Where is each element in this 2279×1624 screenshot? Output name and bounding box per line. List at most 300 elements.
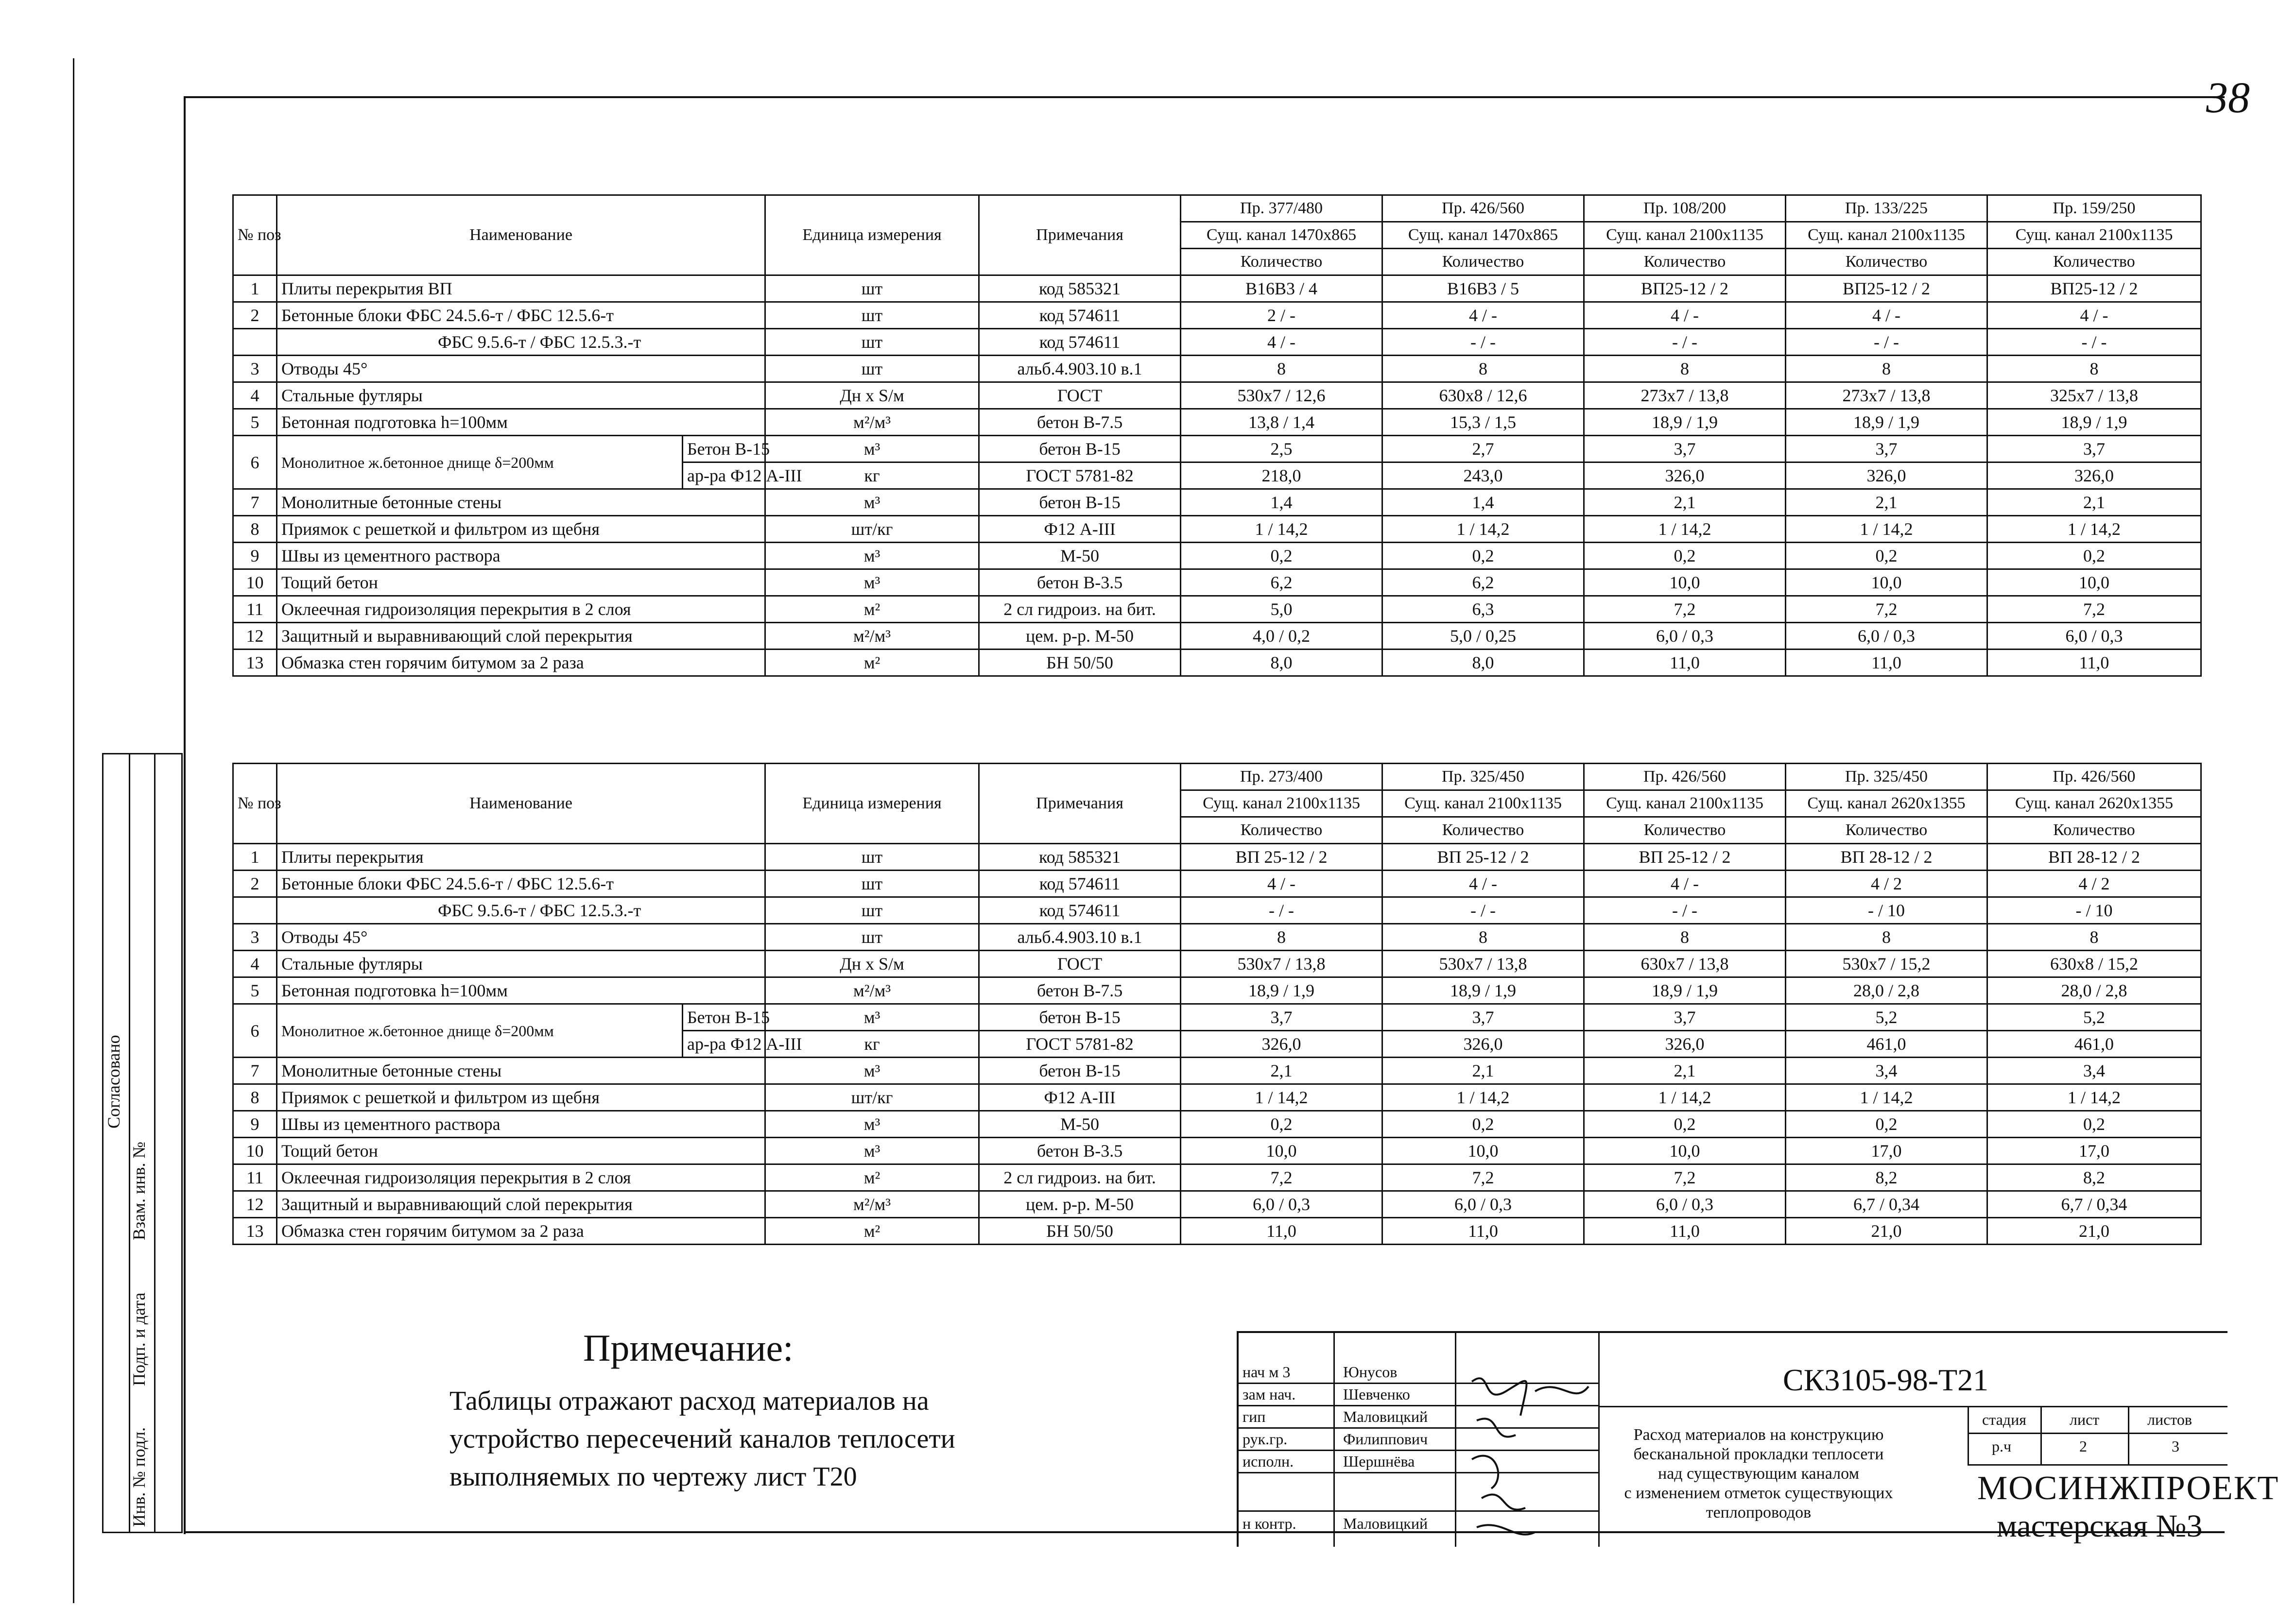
quantity-cell: 18,9 / 1,9: [1786, 409, 1987, 436]
row-position: 1: [233, 844, 277, 871]
quantity-cell: 5,2: [1786, 1004, 1987, 1031]
quantity-cell: 273х7 / 13,8: [1584, 382, 1786, 409]
table-row: [233, 489, 2201, 516]
table-row: [233, 871, 2201, 897]
row-name: ФБС 9.5.6-т / ФБС 12.5.3.-т: [277, 329, 765, 356]
row-name: Монолитное ж.бетонное днище δ=200мм: [277, 1004, 683, 1058]
quantity-cell: - / 10: [1987, 897, 2201, 924]
quantity-cell: ВП 25-12 / 2: [1584, 844, 1786, 871]
column-header: Количество: [1181, 817, 1382, 844]
row-position: 4: [233, 951, 277, 977]
quantity-cell: 17,0: [1987, 1138, 2201, 1164]
row-note: код 585321: [979, 844, 1181, 871]
row-position: 11: [233, 596, 277, 623]
row-note: ГОСТ: [979, 951, 1181, 977]
quantity-cell: 0,2: [1786, 543, 1987, 569]
quantity-cell: 3,4: [1786, 1058, 1987, 1084]
quantity-cell: 0,2: [1382, 543, 1584, 569]
row-name: Бетонная подготовка h=100мм: [277, 977, 765, 1004]
title-block-row: исполн. Шершнёва: [1239, 1450, 1598, 1473]
quantity-cell: 18,9 / 1,9: [1181, 977, 1382, 1004]
table-row: [233, 650, 2201, 676]
row-position: 1: [233, 275, 277, 302]
row-position: 2: [233, 871, 277, 897]
row-name: Стальные футляры: [277, 382, 765, 409]
column-header: Пр. 325/450: [1382, 764, 1584, 790]
quantity-cell: - / 10: [1786, 897, 1987, 924]
quantity-cell: 6,7 / 0,34: [1987, 1191, 2201, 1218]
row-name: Оклеечная гидроизоляция перекрытия в 2 слоя: [277, 596, 765, 623]
quantity-cell: 2,7: [1382, 436, 1584, 462]
column-header: Пр. 133/225: [1786, 195, 1987, 222]
table-row: [233, 356, 2201, 382]
quantity-cell: 530х7 / 13,8: [1382, 951, 1584, 977]
row-unit: шт: [765, 302, 979, 329]
row-position: 10: [233, 569, 277, 596]
side-strip-divider: [154, 754, 155, 1532]
materials-table-2: [232, 763, 2202, 1245]
quantity-cell: 6,2: [1181, 569, 1382, 596]
quantity-cell: 6,7 / 0,34: [1786, 1191, 1987, 1218]
quantity-cell: 3,7: [1786, 436, 1987, 462]
note-line: устройство пересечений каналов теплосети: [449, 1424, 955, 1454]
row-position: 11: [233, 1164, 277, 1191]
quantity-cell: 4 / -: [1584, 302, 1786, 329]
header-name: Наименование: [277, 195, 765, 275]
row-note: код 574611: [979, 897, 1181, 924]
row-note: бетон В-3.5: [979, 569, 1181, 596]
title-block-row: рук.гр. Филиппович: [1239, 1427, 1598, 1451]
row-name: Швы из цементного раствора: [277, 1111, 765, 1138]
quantity-cell: 6,0 / 0,3: [1181, 1191, 1382, 1218]
row-unit: м²/м³: [765, 977, 979, 1004]
title-block: [1237, 1331, 2279, 1547]
row-name: Защитный и выравнивающий слой перекрытия: [277, 1191, 765, 1218]
quantity-cell: 461,0: [1987, 1031, 2201, 1058]
quantity-cell: 0,2: [1786, 1111, 1987, 1138]
quantity-cell: 2,1: [1382, 1058, 1584, 1084]
quantity-cell: 1 / 14,2: [1987, 1084, 2201, 1111]
row-position: 3: [233, 356, 277, 382]
quantity-cell: 4 / 2: [1987, 871, 2201, 897]
column-header: Сущ. канал 2100х1135: [1786, 222, 1987, 249]
row-name: Отводы 45°: [277, 924, 765, 951]
stage-value: р.ч: [1992, 1437, 2012, 1455]
side-label-signature-date: Подп. и дата: [129, 1292, 149, 1386]
quantity-cell: 8: [1584, 924, 1786, 951]
row-unit: м³: [765, 1058, 979, 1084]
table-row: [233, 623, 2201, 650]
row-note: 2 сл гидроиз. на бит.: [979, 596, 1181, 623]
quantity-cell: 461,0: [1786, 1031, 1987, 1058]
column-header: Количество: [1181, 249, 1382, 275]
quantity-cell: 8: [1987, 356, 2201, 382]
quantity-cell: 4 / -: [1382, 302, 1584, 329]
quantity-cell: 1,4: [1181, 489, 1382, 516]
column-header: Сущ. канал 1470х865: [1382, 222, 1584, 249]
materials-table-1: [232, 194, 2202, 677]
quantity-cell: 4 / -: [1382, 871, 1584, 897]
table-row: [233, 977, 2201, 1004]
title-block-divider: [1968, 1406, 1969, 1464]
quantity-cell: 326,0: [1181, 1031, 1382, 1058]
row-name: Обмазка стен горячим битумом за 2 раза: [277, 1218, 765, 1245]
row-name: Бетонные блоки ФБС 24.5.6-т / ФБС 12.5.6-т: [277, 871, 765, 897]
row-unit: м²/м³: [765, 623, 979, 650]
quantity-cell: 3,4: [1987, 1058, 2201, 1084]
side-label-replaced-inv: Взам. инв. №: [129, 1142, 149, 1240]
document-description: Расход материалов на конструкцию бесканальной прокладки теплосети над существующим каналом с изменением отметок существующих теплопроводов: [1624, 1426, 1893, 1521]
row-note: М-50: [979, 543, 1181, 569]
row-position: 2: [233, 302, 277, 329]
quantity-cell: - / -: [1181, 897, 1382, 924]
header-row: [233, 195, 2201, 222]
column-header: Сущ. канал 2100х1135: [1584, 222, 1786, 249]
table-row: [233, 516, 2201, 543]
quantity-cell: 3,7: [1584, 1004, 1786, 1031]
column-header: Количество: [1987, 249, 2201, 275]
row-position: 13: [233, 650, 277, 676]
note-line: выполняемых по чертежу лист Т20: [449, 1462, 857, 1492]
quantity-cell: 10,0: [1786, 569, 1987, 596]
row-position: 5: [233, 409, 277, 436]
row-note: бетон В-15: [979, 1004, 1181, 1031]
row-unit: шт: [765, 897, 979, 924]
quantity-cell: 10,0: [1181, 1138, 1382, 1164]
quantity-cell: 1 / 14,2: [1584, 516, 1786, 543]
quantity-cell: 28,0 / 2,8: [1786, 977, 1987, 1004]
table-row: [233, 951, 2201, 977]
row-position: 13: [233, 1218, 277, 1245]
row-unit: м²: [765, 1218, 979, 1245]
row-position: 8: [233, 1084, 277, 1111]
quantity-cell: В16В3 / 5: [1382, 275, 1584, 302]
quantity-cell: ВП 25-12 / 2: [1181, 844, 1382, 871]
title-block-hline: [1598, 1406, 2227, 1407]
quantity-cell: 0,2: [1382, 1111, 1584, 1138]
organization-name: МОСИНЖПРОЕКТ: [1977, 1470, 2279, 1507]
row-name: Приямок с решеткой и фильтром из щебня: [277, 516, 765, 543]
quantity-cell: 1,4: [1382, 489, 1584, 516]
row-unit: м³: [765, 1111, 979, 1138]
row-position: 8: [233, 516, 277, 543]
row-position: [233, 897, 277, 924]
column-header: Сущ. канал 2100х1135: [1181, 790, 1382, 817]
row-unit: м²/м³: [765, 1191, 979, 1218]
row-note: бетон В-7.5: [979, 977, 1181, 1004]
header-position: № поз: [233, 195, 277, 275]
column-header: Сущ. канал 1470х865: [1181, 222, 1382, 249]
quantity-cell: ВП25-12 / 2: [1786, 275, 1987, 302]
row-unit: шт/кг: [765, 1084, 979, 1111]
column-header: Количество: [1786, 249, 1987, 275]
row-position: 7: [233, 1058, 277, 1084]
note-title: Примечание:: [583, 1327, 794, 1369]
row-position: 12: [233, 623, 277, 650]
quantity-cell: 11,0: [1181, 1218, 1382, 1245]
quantity-cell: 6,3: [1382, 596, 1584, 623]
column-header: Сущ. канал 2100х1135: [1382, 790, 1584, 817]
row-position: 6: [233, 1004, 277, 1058]
quantity-cell: 18,9 / 1,9: [1987, 409, 2201, 436]
table-row: [233, 897, 2201, 924]
row-note: БН 50/50: [979, 650, 1181, 676]
row-name: Монолитные бетонные стены: [277, 1058, 765, 1084]
title-block-row: гип Маловицкий: [1239, 1405, 1598, 1429]
row-note: ГОСТ 5781-82: [979, 462, 1181, 489]
quantity-cell: 10,0: [1382, 1138, 1584, 1164]
quantity-cell: 13,8 / 1,4: [1181, 409, 1382, 436]
quantity-cell: 18,9 / 1,9: [1584, 977, 1786, 1004]
row-name: Стальные футляры: [277, 951, 765, 977]
quantity-cell: 3,7: [1181, 1004, 1382, 1031]
table-row: [233, 436, 2201, 462]
row-note: бетон В-15: [979, 1058, 1181, 1084]
row-name: Защитный и выравнивающий слой перекрытия: [277, 623, 765, 650]
note-body: [449, 1382, 1052, 1496]
quantity-cell: 8: [1382, 356, 1584, 382]
quantity-cell: 1 / 14,2: [1786, 516, 1987, 543]
row-position: 9: [233, 543, 277, 569]
quantity-cell: 630х7 / 13,8: [1584, 951, 1786, 977]
binding-margin-line: [73, 58, 74, 1603]
table-row: [233, 1191, 2201, 1218]
quantity-cell: 8: [1584, 356, 1786, 382]
row-note: Ф12 А-III: [979, 1084, 1181, 1111]
quantity-cell: 326,0: [1987, 462, 2201, 489]
title-block-row: нач м 3 Юнусов: [1239, 1360, 1598, 1384]
header-name: Наименование: [277, 764, 765, 844]
quantity-cell: ВП25-12 / 2: [1584, 275, 1786, 302]
side-label-approved: Согласовано: [104, 1035, 123, 1128]
row-note: код 574611: [979, 302, 1181, 329]
quantity-cell: 0,2: [1181, 1111, 1382, 1138]
row-unit: шт: [765, 329, 979, 356]
row-note: бетон В-7.5: [979, 409, 1181, 436]
table-row: [233, 409, 2201, 436]
title-block-hline: [1968, 1464, 2227, 1466]
quantity-cell: 1 / 14,2: [1382, 516, 1584, 543]
quantity-cell: 2,1: [1987, 489, 2201, 516]
workshop-name: мастерская №3: [1997, 1508, 2203, 1544]
row-note: альб.4.903.10 в.1: [979, 356, 1181, 382]
row-subname: Бетон В-15: [683, 1004, 765, 1031]
quantity-cell: - / -: [1786, 329, 1987, 356]
header-position: № поз: [233, 764, 277, 844]
table-row: [233, 569, 2201, 596]
row-subname: ар-ра Ф12 А-III: [683, 1031, 765, 1058]
row-note: бетон В-15: [979, 489, 1181, 516]
header-row: [233, 764, 2201, 790]
quantity-cell: 326,0: [1584, 1031, 1786, 1058]
quantity-cell: 4 / -: [1987, 302, 2201, 329]
quantity-cell: 4 / -: [1584, 871, 1786, 897]
row-unit: м³: [765, 489, 979, 516]
row-note: ГОСТ 5781-82: [979, 1031, 1181, 1058]
quantity-cell: 326,0: [1584, 462, 1786, 489]
row-unit: м²: [765, 1164, 979, 1191]
quantity-cell: 243,0: [1382, 462, 1584, 489]
quantity-cell: 10,0: [1584, 569, 1786, 596]
sheet-value: 2: [2079, 1437, 2087, 1455]
row-position: [233, 329, 277, 356]
quantity-cell: ВП 28-12 / 2: [1786, 844, 1987, 871]
column-header: Пр. 325/450: [1786, 764, 1987, 790]
quantity-cell: 15,3 / 1,5: [1382, 409, 1584, 436]
quantity-cell: 1 / 14,2: [1584, 1084, 1786, 1111]
sheet-label: лист: [2070, 1411, 2100, 1428]
quantity-cell: 8: [1181, 356, 1382, 382]
row-name: Оклеечная гидроизоляция перекрытия в 2 слоя: [277, 1164, 765, 1191]
quantity-cell: 2,1: [1584, 1058, 1786, 1084]
quantity-cell: 1 / 14,2: [1181, 1084, 1382, 1111]
table-row: [233, 1084, 2201, 1111]
header-unit: Единица измерения: [765, 764, 979, 844]
quantity-cell: 530х7 / 15,2: [1786, 951, 1987, 977]
row-unit: шт: [765, 924, 979, 951]
row-name: Приямок с решеткой и фильтром из щебня: [277, 1084, 765, 1111]
quantity-cell: 630х8 / 12,6: [1382, 382, 1584, 409]
quantity-cell: 8: [1181, 924, 1382, 951]
handwritten-signatures: [1462, 1362, 1593, 1547]
quantity-cell: 5,2: [1987, 1004, 2201, 1031]
quantity-cell: 2,1: [1584, 489, 1786, 516]
quantity-cell: 0,2: [1181, 543, 1382, 569]
row-note: цем. р-р. М-50: [979, 1191, 1181, 1218]
quantity-cell: 8: [1382, 924, 1584, 951]
quantity-cell: ВП 25-12 / 2: [1382, 844, 1584, 871]
quantity-cell: 530х7 / 12,6: [1181, 382, 1382, 409]
row-note: код 585321: [979, 275, 1181, 302]
header-notes: Примечания: [979, 764, 1181, 844]
quantity-cell: 4 / 2: [1786, 871, 1987, 897]
quantity-cell: 4,0 / 0,2: [1181, 623, 1382, 650]
header-notes: Примечания: [979, 195, 1181, 275]
row-note: 2 сл гидроиз. на бит.: [979, 1164, 1181, 1191]
column-header: Пр. 426/560: [1987, 764, 2201, 790]
row-note: цем. р-р. М-50: [979, 623, 1181, 650]
row-unit: кг: [765, 462, 979, 489]
title-block-row: н контр. Маловицкий: [1239, 1510, 1598, 1534]
quantity-cell: 2,5: [1181, 436, 1382, 462]
quantity-cell: 2 / -: [1181, 302, 1382, 329]
table-row: [233, 543, 2201, 569]
table-row: [233, 275, 2201, 302]
quantity-cell: 0,2: [1584, 1111, 1786, 1138]
side-label-inv-original: Инв. № подл.: [129, 1427, 149, 1527]
row-name: Бетонные блоки ФБС 24.5.6-т / ФБС 12.5.6-т: [277, 302, 765, 329]
quantity-cell: - / -: [1987, 329, 2201, 356]
row-unit: м²/м³: [765, 409, 979, 436]
table-row: [233, 844, 2201, 871]
quantity-cell: 6,0 / 0,3: [1786, 623, 1987, 650]
quantity-cell: 8,0: [1382, 650, 1584, 676]
frame-top-border: [184, 96, 2225, 98]
column-header: Количество: [1584, 817, 1786, 844]
column-header: Пр. 108/200: [1584, 195, 1786, 222]
row-position: 6: [233, 436, 277, 489]
quantity-cell: 11,0: [1584, 1218, 1786, 1245]
quantity-cell: 6,0 / 0,3: [1584, 623, 1786, 650]
quantity-cell: 0,2: [1987, 1111, 2201, 1138]
quantity-cell: 325х7 / 13,8: [1987, 382, 2201, 409]
column-header: Сущ. канал 2620х1355: [1987, 790, 2201, 817]
column-header: Количество: [1382, 817, 1584, 844]
row-note: бетон В-3.5: [979, 1138, 1181, 1164]
column-header: Пр. 426/560: [1584, 764, 1786, 790]
quantity-cell: 11,0: [1382, 1218, 1584, 1245]
note-line: Таблицы отражают расход материалов на: [449, 1386, 929, 1416]
header-unit: Единица измерения: [765, 195, 979, 275]
quantity-cell: 2,1: [1181, 1058, 1382, 1084]
quantity-cell: 3,7: [1584, 436, 1786, 462]
quantity-cell: - / -: [1584, 329, 1786, 356]
column-header: Сущ. канал 2100х1135: [1987, 222, 2201, 249]
quantity-cell: 7,2: [1987, 596, 2201, 623]
quantity-cell: ВП 28-12 / 2: [1987, 844, 2201, 871]
row-unit: м³: [765, 1004, 979, 1031]
row-position: 5: [233, 977, 277, 1004]
row-position: 4: [233, 382, 277, 409]
row-position: 12: [233, 1191, 277, 1218]
quantity-cell: 6,0 / 0,3: [1584, 1191, 1786, 1218]
quantity-cell: 218,0: [1181, 462, 1382, 489]
quantity-cell: 8,0: [1181, 650, 1382, 676]
quantity-cell: 11,0: [1987, 650, 2201, 676]
column-header: Сущ. канал 2620х1355: [1786, 790, 1987, 817]
quantity-cell: 4 / -: [1181, 329, 1382, 356]
quantity-cell: 326,0: [1382, 1031, 1584, 1058]
row-name: Монолитные бетонные стены: [277, 489, 765, 516]
row-unit: м³: [765, 569, 979, 596]
row-note: код 574611: [979, 329, 1181, 356]
quantity-cell: 11,0: [1786, 650, 1987, 676]
row-note: бетон В-15: [979, 436, 1181, 462]
quantity-cell: В16В3 / 4: [1181, 275, 1382, 302]
row-position: 3: [233, 924, 277, 951]
row-note: М-50: [979, 1111, 1181, 1138]
table-row: [233, 329, 2201, 356]
row-unit: м³: [765, 543, 979, 569]
quantity-cell: 1 / 14,2: [1382, 1084, 1584, 1111]
row-note: код 574611: [979, 871, 1181, 897]
quantity-cell: 18,9 / 1,9: [1382, 977, 1584, 1004]
quantity-cell: 2,1: [1786, 489, 1987, 516]
row-subname: ар-ра Ф12 А-III: [683, 462, 765, 489]
row-name: Бетонная подготовка h=100мм: [277, 409, 765, 436]
table-row: [233, 1058, 2201, 1084]
quantity-cell: 7,2: [1382, 1164, 1584, 1191]
quantity-cell: 7,2: [1584, 1164, 1786, 1191]
quantity-cell: 8,2: [1987, 1164, 2201, 1191]
frame-left-border: [184, 96, 186, 1534]
row-unit: шт: [765, 356, 979, 382]
quantity-cell: 10,0: [1584, 1138, 1786, 1164]
quantity-cell: 7,2: [1584, 596, 1786, 623]
quantity-cell: 6,0 / 0,3: [1382, 1191, 1584, 1218]
quantity-cell: 7,2: [1786, 596, 1987, 623]
quantity-cell: 21,0: [1987, 1218, 2201, 1245]
quantity-cell: 3,7: [1382, 1004, 1584, 1031]
quantity-cell: 6,0 / 0,3: [1987, 623, 2201, 650]
side-approval-strip: [102, 753, 183, 1533]
quantity-cell: 0,2: [1584, 543, 1786, 569]
row-unit: кг: [765, 1031, 979, 1058]
column-header: Пр. 159/250: [1987, 195, 2201, 222]
row-position: 7: [233, 489, 277, 516]
title-block-row: зам нач. Шевченко: [1239, 1383, 1598, 1406]
column-header: Пр. 273/400: [1181, 764, 1382, 790]
